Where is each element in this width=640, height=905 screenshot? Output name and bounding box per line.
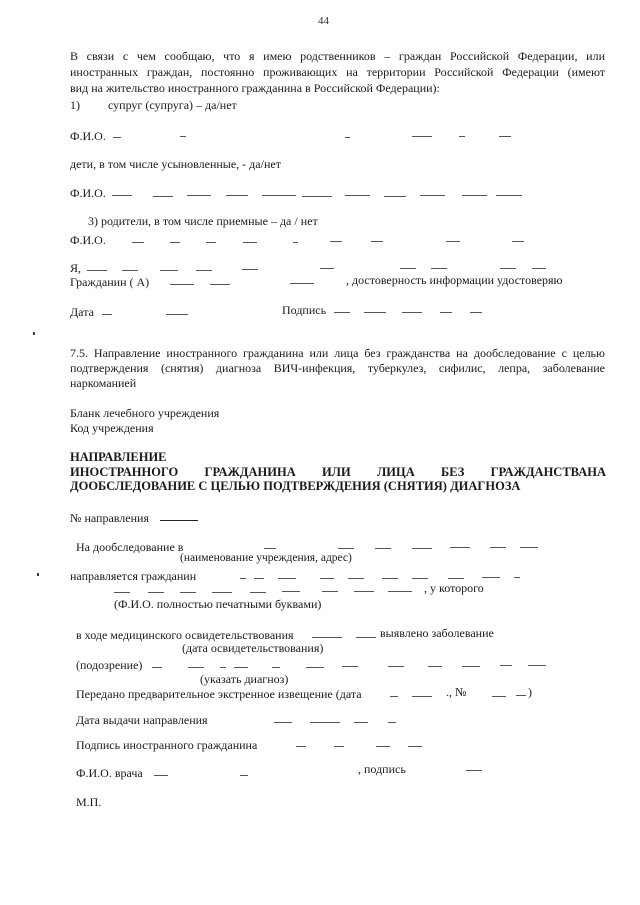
direction-number-label: № направления: [70, 511, 149, 525]
relatives-intro-line-3: вид на жительство иностранного гражданина в Российской Федерации):: [70, 81, 440, 95]
page-number: 44: [318, 15, 329, 27]
blank-label: Бланк лечебного учреждения: [70, 406, 220, 420]
doctor-fio-label: Ф.И.О. врача: [76, 766, 143, 780]
stamp-label: М.П.: [76, 795, 102, 809]
children-text: дети, в том числе усыновленные, - да/нет: [70, 157, 281, 171]
relatives-intro-line-1: В связи с чем сообщаю, что я имею родственников – граждан Российской Федерации, или: [70, 49, 605, 63]
notice-number-label: ., №: [446, 685, 467, 699]
during-exam-label: в ходе медицинского освидетельствования: [76, 628, 294, 642]
foreign-signature-label: Подпись иностранного гражданина: [76, 738, 258, 752]
fio-label-spouse: Ф.И.О.: [70, 129, 106, 143]
section-7-5-line-1: 7.5. Направление иностранного гражданина или лица без гражданства на дообследование с целью: [70, 346, 605, 360]
doctor-signature-label: , подпись: [358, 762, 406, 776]
relatives-intro-line-2: иностранных граждан, постоянно проживающих на территории Российской Федерации (имеют: [70, 65, 605, 79]
suspicion-label: (подозрение): [76, 658, 143, 672]
form-heading-1: НАПРАВЛЕНИЕ: [70, 450, 167, 464]
signature-label: Подпись: [282, 303, 327, 317]
citizen-label: Гражданин ( А): [70, 275, 150, 289]
spouse-text: супруг (супруга) – да/нет: [108, 98, 237, 112]
form-heading-2: ИНОСТРАННОГО ГРАЖДАНИНА ИЛИ ЛИЦА БЕЗ ГРАЖДАНСТВАНА: [70, 465, 606, 479]
fio-hint: (Ф.И.О. полностью печатными буквами): [114, 597, 322, 611]
notice-label: Передано предварительное экстренное извещение (дата: [76, 687, 362, 701]
institution-hint: (наименование учреждения, адрес): [180, 552, 352, 564]
notice-close: ): [528, 685, 532, 699]
item-1-number: 1): [70, 98, 80, 112]
fio-label-parents: Ф.И.О.: [70, 233, 106, 247]
form-heading-3: ДООБСЛЕДОВАНИЕ С ЦЕЛЬЮ ПОДТВЕРЖДЕНИЯ (СНЯТИЯ) ДИАГНОЗА: [70, 479, 521, 493]
disease-found-label: выявлено заболевание: [380, 626, 494, 640]
diagnosis-hint: (указать диагноз): [200, 672, 289, 686]
sent-citizen-label: направляется гражданин: [70, 569, 197, 583]
ya-label: Я,: [70, 261, 82, 275]
parents-text: 3) родители, в том числе приемные – да / нет: [88, 214, 318, 228]
date-label: Дата: [70, 305, 94, 319]
exam-date-hint: (дата освидетельствования): [182, 641, 324, 655]
certify-text: , достоверность информации удостоверяю: [346, 273, 563, 287]
who-has-label: , у которого: [424, 581, 484, 595]
code-label: Код учреждения: [70, 421, 154, 435]
fio-label-children: Ф.И.О.: [70, 186, 106, 200]
section-7-5-line-2: подтверждения (снятия) диагноза ВИЧ-инфекция, туберкулез, сифилис, лепра, заболевание: [70, 361, 605, 375]
section-7-5-line-3: наркоманией: [70, 376, 137, 390]
issue-date-label: Дата выдачи направления: [76, 713, 208, 727]
referral-to-label: На дообследование в: [76, 540, 184, 554]
